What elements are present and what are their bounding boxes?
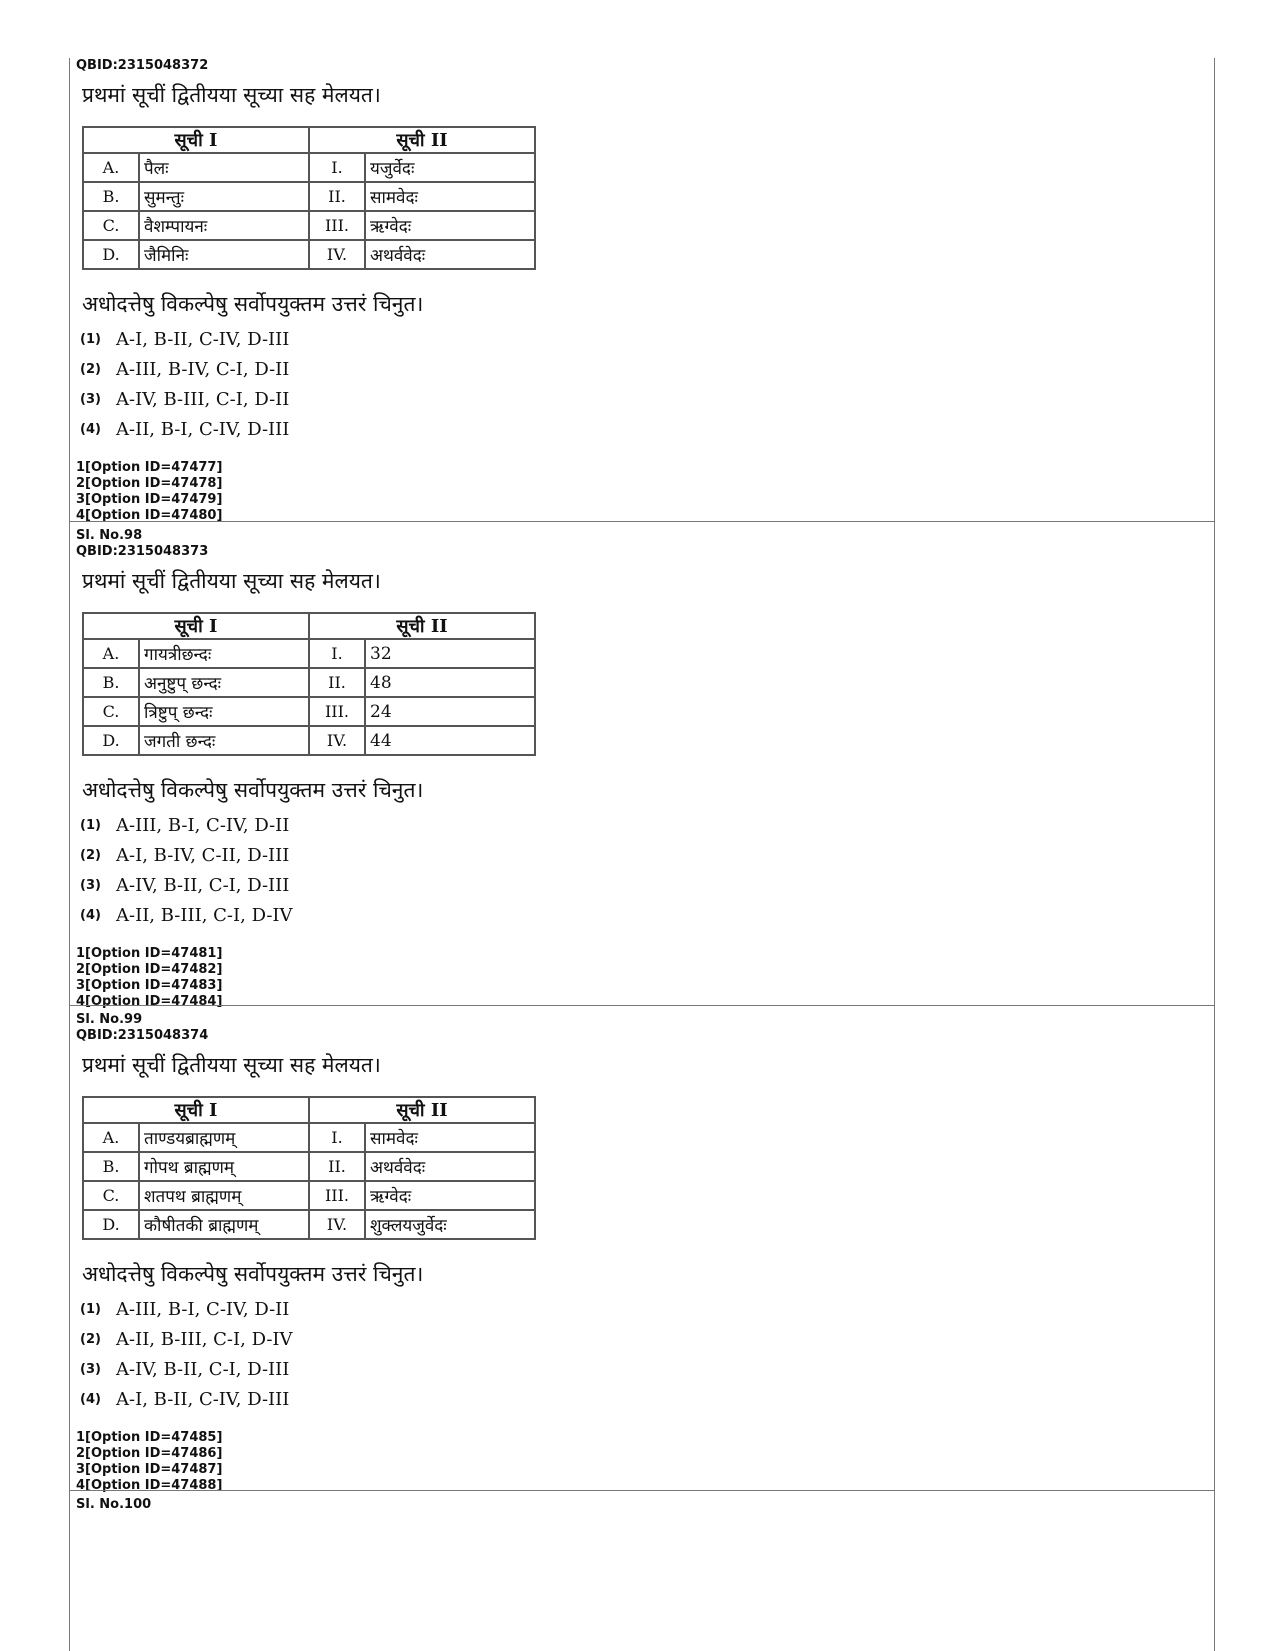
row-key: D.: [83, 726, 139, 755]
option-text: A-I, B-II, C-IV, D-III: [116, 328, 290, 350]
option-text: A-II, B-III, C-I, D-IV: [116, 904, 293, 926]
list2-header: सूची II: [309, 1097, 535, 1123]
row-key: II.: [309, 182, 365, 211]
qbid: QBID:2315048374: [76, 1028, 209, 1043]
row-value: अथर्ववेदः: [365, 240, 535, 269]
serial-number: Sl. No.99: [76, 1012, 143, 1027]
list2-header: सूची II: [309, 127, 535, 153]
table-row: [83, 639, 535, 668]
option-id: 2[Option ID=47478]: [76, 476, 223, 491]
question-text: प्रथमां सूचीं द्वितीयया सूच्या सह मेलयत।: [82, 83, 381, 107]
option-id: 2[Option ID=47482]: [76, 962, 223, 977]
option-text: A-III, B-I, C-IV, D-II: [116, 1298, 290, 1320]
row-value: कौषीतकी ब्राह्मणम्: [139, 1210, 309, 1239]
table-row: [83, 1210, 535, 1239]
option-id: 4[Option ID=47484]: [76, 994, 223, 1009]
row-value: अथर्ववेदः: [365, 1152, 535, 1181]
instruction-text: अधोदत्तेषु विकल्पेषु सर्वोपयुक्तम उत्तरं चिनुत।: [82, 292, 424, 316]
row-key: I.: [309, 639, 365, 668]
row-key: B.: [83, 1152, 139, 1181]
table-row: [83, 182, 535, 211]
option-number: (4): [80, 1391, 101, 1407]
option-id-list: [70, 460, 1214, 524]
row-key: C.: [83, 697, 139, 726]
option-number: (1): [80, 1301, 101, 1317]
table-row: [83, 153, 535, 182]
row-value: पैलः: [139, 153, 309, 182]
row-value: ऋग्वेदः: [365, 1181, 535, 1210]
question-block-99: [70, 1005, 1214, 1494]
question-text: प्रथमां सूचीं द्वितीयया सूच्या सह मेलयत।: [82, 1053, 381, 1077]
list1-header: सूची I: [83, 1097, 309, 1123]
row-key: A.: [83, 153, 139, 182]
row-key: C.: [83, 211, 139, 240]
row-value: त्रिष्टुप् छन्दः: [139, 697, 309, 726]
row-key: II.: [309, 668, 365, 697]
question-block-98: [70, 521, 1214, 1010]
option-id: 4[Option ID=47488]: [76, 1478, 223, 1493]
row-value: ताण्डयब्राह्मणम्: [139, 1123, 309, 1152]
option-number: (2): [80, 1331, 101, 1347]
row-key: II.: [309, 1152, 365, 1181]
option-text: A-II, B-I, C-IV, D-III: [116, 418, 290, 440]
instruction-text: अधोदत्तेषु विकल्पेषु सर्वोपयुक्तम उत्तरं चिनुत।: [82, 778, 424, 802]
row-key: B.: [83, 182, 139, 211]
option-1[interactable]: [80, 1294, 1214, 1324]
row-key: I.: [309, 1123, 365, 1152]
row-value: जैमिनिः: [139, 240, 309, 269]
option-2[interactable]: [80, 354, 1214, 384]
option-number: (2): [80, 847, 101, 863]
option-4[interactable]: [80, 414, 1214, 444]
option-number: (1): [80, 817, 101, 833]
match-table: [82, 612, 536, 756]
row-key: D.: [83, 240, 139, 269]
row-value: शतपथ ब्राह्मणम्: [139, 1181, 309, 1210]
option-id: 3[Option ID=47483]: [76, 978, 223, 993]
table-row: [83, 726, 535, 755]
row-value: अनुष्टुप् छन्दः: [139, 668, 309, 697]
option-id: 1[Option ID=47481]: [76, 946, 223, 961]
option-3[interactable]: [80, 1354, 1214, 1384]
option-id: 2[Option ID=47486]: [76, 1446, 223, 1461]
option-2[interactable]: [80, 1324, 1214, 1354]
option-id: 3[Option ID=47487]: [76, 1462, 223, 1477]
option-3[interactable]: [80, 870, 1214, 900]
row-value: वैशम्पायनः: [139, 211, 309, 240]
table-row: [83, 697, 535, 726]
row-value: सुमन्तुः: [139, 182, 309, 211]
option-number: (3): [80, 877, 101, 893]
row-key: C.: [83, 1181, 139, 1210]
row-value: शुक्लयजुर्वेदः: [365, 1210, 535, 1239]
option-text: A-III, B-I, C-IV, D-II: [116, 814, 290, 836]
row-value: गोपथ ब्राह्मणम्: [139, 1152, 309, 1181]
row-key: IV.: [309, 726, 365, 755]
qbid: QBID:2315048373: [76, 544, 209, 559]
option-number: (4): [80, 907, 101, 923]
row-value: जगती छन्दः: [139, 726, 309, 755]
option-text: A-II, B-III, C-I, D-IV: [116, 1328, 293, 1350]
question-text: प्रथमां सूचीं द्वितीयया सूच्या सह मेलयत।: [82, 569, 381, 593]
row-key: III.: [309, 211, 365, 240]
option-text: A-III, B-IV, C-I, D-II: [116, 358, 290, 380]
instruction-text: अधोदत्तेषु विकल्पेषु सर्वोपयुक्तम उत्तरं चिनुत।: [82, 1262, 424, 1286]
row-key: B.: [83, 668, 139, 697]
option-text: A-IV, B-III, C-I, D-II: [116, 388, 290, 410]
option-number: (3): [80, 1361, 101, 1377]
row-key: A.: [83, 1123, 139, 1152]
table-row: [83, 1152, 535, 1181]
row-key: IV.: [309, 1210, 365, 1239]
option-number: (1): [80, 331, 101, 347]
row-key: III.: [309, 697, 365, 726]
option-text: A-IV, B-II, C-I, D-III: [116, 874, 290, 896]
option-text: A-IV, B-II, C-I, D-III: [116, 1358, 290, 1380]
row-value: सामवेदः: [365, 1123, 535, 1152]
table-row: [83, 1181, 535, 1210]
option-1[interactable]: [80, 324, 1214, 354]
row-key: A.: [83, 639, 139, 668]
row-key: I.: [309, 153, 365, 182]
option-id-list: [70, 946, 1214, 1010]
table-row: [83, 240, 535, 269]
row-value: ऋग्वेदः: [365, 211, 535, 240]
match-table: [82, 126, 536, 270]
row-value: 24: [365, 697, 535, 726]
serial-number: Sl. No.100: [76, 1497, 152, 1512]
row-value: यजुर्वेदः: [365, 153, 535, 182]
option-id: 4[Option ID=47480]: [76, 508, 223, 523]
qbid: QBID:2315048372: [76, 58, 209, 73]
option-id-list: [70, 1430, 1214, 1494]
match-table: [82, 1096, 536, 1240]
row-value: गायत्रीछन्दः: [139, 639, 309, 668]
question-block-100: [70, 1490, 1214, 1513]
row-value: 48: [365, 668, 535, 697]
option-number: (4): [80, 421, 101, 437]
option-2[interactable]: [80, 840, 1214, 870]
table-row: [83, 211, 535, 240]
row-key: D.: [83, 1210, 139, 1239]
question-block-97: [70, 58, 1214, 524]
row-key: IV.: [309, 240, 365, 269]
option-id: 1[Option ID=47477]: [76, 460, 223, 475]
option-text: A-I, B-IV, C-II, D-III: [116, 844, 290, 866]
row-value: 32: [365, 639, 535, 668]
serial-number: Sl. No.98: [76, 528, 143, 543]
option-number: (2): [80, 361, 101, 377]
option-number: (3): [80, 391, 101, 407]
table-row: [83, 1123, 535, 1152]
option-id: 3[Option ID=47479]: [76, 492, 223, 507]
row-value: 44: [365, 726, 535, 755]
option-4[interactable]: [80, 900, 1214, 930]
list1-header: सूची I: [83, 613, 309, 639]
row-value: सामवेदः: [365, 182, 535, 211]
list1-header: सूची I: [83, 127, 309, 153]
table-row: [83, 668, 535, 697]
document-frame: [69, 58, 1215, 1651]
option-1[interactable]: [80, 810, 1214, 840]
option-id: 1[Option ID=47485]: [76, 1430, 223, 1445]
option-4[interactable]: [80, 1384, 1214, 1414]
list2-header: सूची II: [309, 613, 535, 639]
row-key: III.: [309, 1181, 365, 1210]
option-text: A-I, B-II, C-IV, D-III: [116, 1388, 290, 1410]
option-3[interactable]: [80, 384, 1214, 414]
